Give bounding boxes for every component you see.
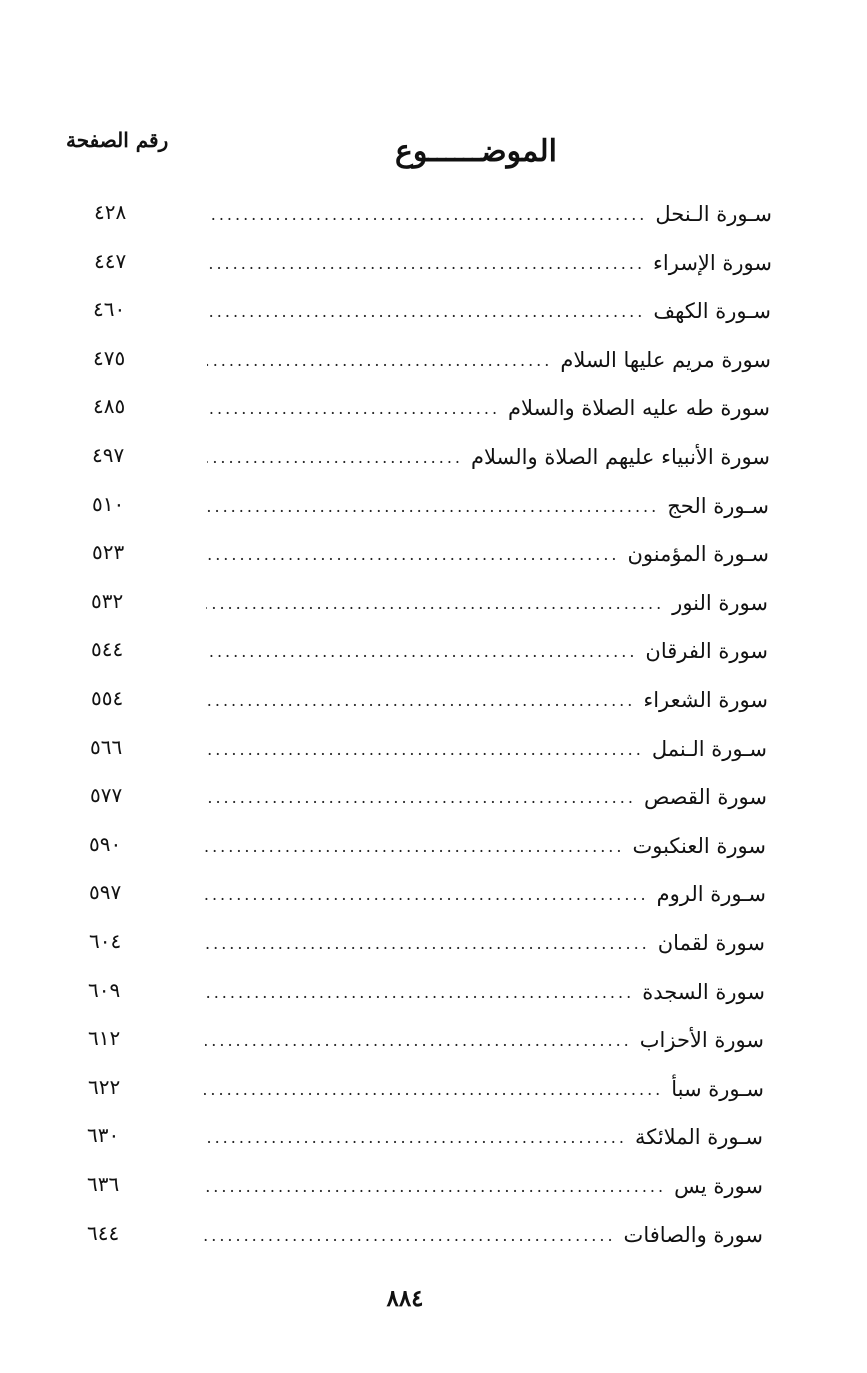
entry-title: سورة السجدة	[642, 980, 765, 1004]
list-item	[208, 194, 772, 234]
entry-title: سورة طه عليه الصلاة والسلام	[508, 396, 770, 420]
toc-header	[0, 128, 867, 188]
list-item	[204, 1215, 763, 1255]
entry-page-number: ٦٢٢	[88, 1075, 121, 1099]
dot-leader	[208, 302, 645, 321]
dot-leader	[205, 934, 650, 953]
entry-title: سـورة الـنحل	[655, 202, 772, 226]
list-item	[207, 486, 769, 526]
dot-leader	[207, 497, 659, 516]
list-item	[205, 923, 765, 963]
entry-page-number: ٦٣٦	[87, 1172, 120, 1196]
entry-page-number: ٤٩٧	[92, 443, 125, 467]
entry-page-number: ٥٧٧	[90, 783, 123, 807]
list-item	[205, 1020, 764, 1060]
entry-title: سورة والصافات	[623, 1223, 763, 1247]
list-item	[204, 1069, 764, 1109]
dot-leader	[205, 1031, 632, 1050]
dot-leader	[208, 205, 647, 224]
entry-page-number: ٥٤٤	[91, 637, 124, 661]
dot-leader	[204, 1128, 627, 1147]
dot-leader	[204, 1080, 663, 1099]
dot-leader	[206, 788, 636, 807]
list-item	[206, 680, 768, 720]
list-item	[207, 437, 770, 477]
dot-leader	[206, 642, 637, 661]
entry-title: سـورة سبأ	[671, 1077, 764, 1101]
list-item	[207, 340, 771, 380]
entry-page-number: ٤٦٠	[93, 297, 126, 321]
dot-leader	[206, 691, 635, 710]
entry-title: سورة الأحزاب	[639, 1028, 764, 1052]
entry-page-number: ٤٤٧	[94, 249, 127, 273]
dot-leader	[207, 545, 620, 564]
list-item	[204, 1166, 763, 1206]
entry-title: سورة الإسراء	[653, 251, 772, 275]
table-of-contents	[0, 194, 867, 1263]
entry-page-number: ٦٤٤	[87, 1221, 120, 1245]
entry-title: سورة لقمان	[657, 931, 765, 955]
entry-title: سورة الشعراء	[643, 688, 768, 712]
list-item	[206, 777, 767, 817]
entry-page-number: ٦٠٤	[89, 929, 122, 953]
dot-leader	[205, 837, 624, 856]
entry-title: سـورة الكهف	[653, 299, 771, 323]
list-item	[205, 972, 765, 1012]
entry-title: سورة الفرقان	[645, 639, 768, 663]
dot-leader	[206, 740, 644, 759]
dot-leader	[207, 351, 552, 370]
entry-page-number: ٦١٢	[88, 1026, 121, 1050]
dot-leader	[207, 399, 500, 418]
entry-title: سـورة الملائكة	[634, 1125, 763, 1149]
entry-page-number: ٥٩٠	[89, 832, 122, 856]
entry-page-number: ٥٩٧	[89, 880, 122, 904]
entry-title: سورة القصص	[643, 785, 767, 809]
dot-leader	[205, 885, 649, 904]
entry-page-number: ٤٨٥	[93, 394, 126, 418]
entry-title: سـورة الحج	[667, 494, 769, 518]
list-item	[208, 291, 771, 331]
entry-title: سـورة المؤمنون	[627, 542, 769, 566]
list-item	[206, 729, 767, 769]
entry-page-number: ٥١٠	[92, 492, 125, 516]
dot-leader	[207, 448, 463, 467]
dot-leader	[205, 983, 634, 1002]
list-item	[206, 631, 768, 671]
dot-leader	[206, 594, 664, 613]
dot-leader	[204, 1177, 666, 1196]
entry-title: سـورة الروم	[656, 882, 766, 906]
dot-leader	[204, 1226, 616, 1245]
entry-title: سورة الأنبياء عليهم الصلاة والسلام	[471, 445, 770, 469]
list-item	[205, 826, 766, 866]
entry-title: سورة مريم عليها السلام	[560, 348, 771, 372]
entry-page-number: ٥٥٤	[91, 686, 124, 710]
entry-page-number: ٥٢٣	[92, 540, 125, 564]
dot-leader	[208, 254, 645, 273]
entry-page-number: ٤٧٥	[93, 346, 126, 370]
page-number-column-heading: رقم الصفحة	[66, 128, 169, 152]
entry-title: سـورة الـنمل	[651, 737, 767, 761]
entry-title: سورة يس	[674, 1174, 763, 1198]
entry-page-number: ٦٠٩	[88, 978, 121, 1002]
entry-page-number: ٤٢٨	[94, 200, 127, 224]
list-item	[207, 534, 769, 574]
list-item	[204, 1117, 763, 1157]
topic-column-heading: الموضــــــوع	[395, 134, 557, 169]
list-item	[208, 243, 772, 283]
list-item	[205, 874, 766, 914]
list-item	[207, 388, 770, 428]
list-item	[206, 583, 768, 623]
entry-page-number: ٥٦٦	[90, 735, 123, 759]
entry-page-number: ٥٣٢	[91, 589, 124, 613]
entry-title: سورة النور	[672, 591, 768, 615]
entry-title: سورة العنكبوت	[632, 834, 766, 858]
entry-page-number: ٦٣٠	[87, 1123, 120, 1147]
folio-page-number: ٨٨٤	[386, 1285, 424, 1312]
